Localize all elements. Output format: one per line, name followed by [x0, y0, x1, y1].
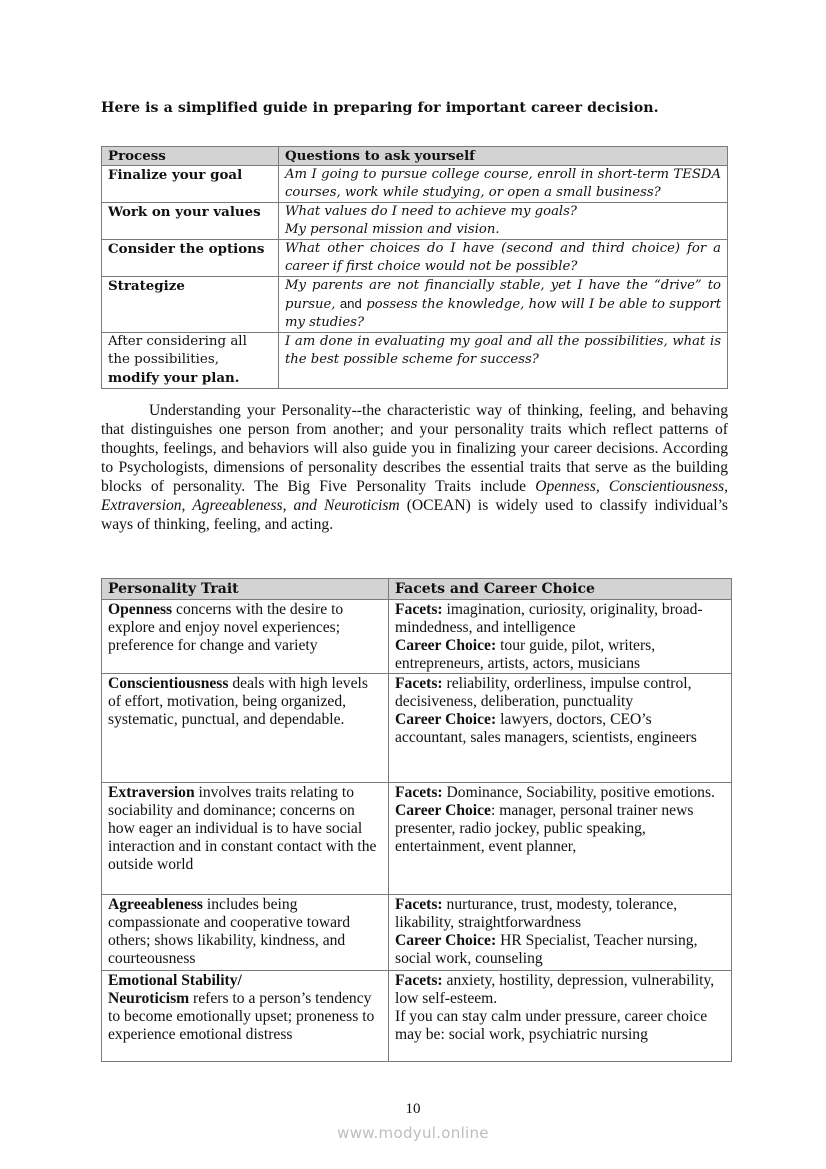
facets-text: imagination, curiosity, originality, broad-mindedness, and intelligence — [395, 601, 703, 636]
table-header-row — [102, 579, 732, 600]
table-row — [102, 971, 732, 1062]
traits-table — [101, 578, 732, 1062]
header-trait: Personality Trait — [102, 579, 389, 600]
facets-text: nurturance, trust, modesty, tolerance, likability, straightforwardness — [395, 896, 678, 931]
career-label: Career Choice: — [395, 932, 497, 949]
trait-desc: deals with high levels of effort, motivation, being organized, systematic, punctual, and dependable. — [108, 675, 368, 728]
question-cell: What other choices do I have (second and third choice) for a career if first choice would not be possible? — [279, 240, 728, 277]
career-text: tour guide, pilot, writers, entrepreneurs, artists, actors, musicians — [395, 637, 656, 672]
trait-name: Emotional Stability/ — [108, 972, 242, 989]
header-process: Process — [102, 147, 279, 166]
paragraph-text: Understanding your Personality--the characteristic way of thinking, feeling, and behaving that distinguishes one person from another; and your personality traits which reflect patterns of thoughts, feelings, and behaviors will also guide you in finalizing your career decisions. According to Psychologists, dimensions of personality describes the essential traits that serve as the building blocks of personality. The Big Five Personality Traits include — [101, 402, 728, 495]
question-text-upright: and — [339, 296, 362, 311]
facets-cell — [389, 971, 732, 1062]
table-row — [102, 600, 732, 674]
question-text: possess the knowledge, how will I be able to support my studies? — [285, 297, 721, 330]
section-heading: Here is a simplified guide in preparing for important career decision. — [101, 100, 659, 116]
table-header-row — [102, 147, 728, 166]
process-cell: Finalize your goal — [102, 166, 279, 203]
process-cell: Strategize — [102, 277, 279, 333]
facets-text: reliability, orderliness, impulse control, decisiveness, deliberation, punctuality — [395, 675, 692, 710]
facets-label: Facets: — [395, 675, 443, 692]
trait-desc: includes being compassionate and cooperative toward others; shows likability, kindness, and courteousness — [108, 896, 351, 967]
trait-desc: involves traits relating to sociability and dominance; concerns on how eager an individual is to have social interaction and in constant contact with the outside world — [108, 784, 377, 873]
career-text: lawyers, doctors, CEO’s accountant, sales managers, scientists, engineers — [395, 711, 697, 746]
trait-desc: refers to a person’s tendency to become emotionally upset; proneness to experience emotional distress — [108, 990, 375, 1043]
trait-name: Conscientiousness — [108, 675, 229, 692]
career-text: : manager, personal trainer news presenter, radio jockey, public speaking, entertainment, event planner, — [395, 802, 694, 855]
question-text: My parents are not financially stable, yet I have the “drive” to pursue, — [285, 278, 721, 312]
trait-name: Extraversion — [108, 784, 195, 801]
process-cell — [102, 333, 279, 389]
career-label: Career Choice: — [395, 637, 497, 654]
personality-paragraph — [101, 401, 728, 534]
table-row — [102, 277, 728, 333]
trait-cell — [102, 895, 389, 971]
trait-cell — [102, 783, 389, 895]
table-row — [102, 895, 732, 971]
paragraph-italic: Openness, Conscientiousness, Extraversion, Agreeableness, and Neuroticism — [101, 478, 728, 514]
process-prefix: After considering all the possibilities, — [108, 334, 247, 367]
question-cell: I am done in evaluating my goal and all the possibilities, what is the best possible scheme for success? — [279, 333, 728, 389]
career-extra: If you can stay calm under pressure, career choice may be: social work, psychiatric nursing — [395, 1008, 708, 1043]
facets-text: anxiety, hostility, depression, vulnerability, low self-esteem. — [395, 972, 715, 1007]
facets-label: Facets: — [395, 601, 443, 618]
header-facets: Facets and Career Choice — [389, 579, 732, 600]
facets-text: Dominance, Sociability, positive emotions. — [446, 784, 715, 801]
trait-name: Openness — [108, 601, 173, 618]
career-text: HR Specialist, Teacher nursing, social work, counseling — [395, 932, 698, 967]
table-row — [102, 240, 728, 277]
trait-cell — [102, 600, 389, 674]
facets-cell — [389, 600, 732, 674]
facets-label: Facets: — [395, 896, 443, 913]
facets-label: Facets: — [395, 972, 443, 989]
page-number: 10 — [405, 1101, 421, 1117]
trait-cell — [102, 971, 389, 1062]
process-bold: modify your plan. — [108, 370, 240, 386]
facets-cell — [389, 674, 732, 783]
trait-name: Neuroticism — [108, 990, 190, 1007]
question-line: My personal mission and vision. — [285, 222, 500, 237]
question-cell — [279, 277, 728, 333]
career-label: Career Choice — [395, 802, 491, 819]
question-line: What values do I need to achieve my goals? — [285, 204, 577, 219]
facets-cell — [389, 783, 732, 895]
trait-cell — [102, 674, 389, 783]
facets-label: Facets: — [395, 784, 443, 801]
process-cell: Consider the options — [102, 240, 279, 277]
table-row — [102, 333, 728, 389]
table-row — [102, 203, 728, 240]
process-table — [101, 146, 728, 389]
question-cell: Am I going to pursue college course, enroll in short-term TESDA courses, work while studying, or open a small business? — [279, 166, 728, 203]
watermark: www.modyul.online — [337, 1124, 489, 1142]
paragraph-text: (OCEAN) is widely used to classify individual’s ways of thinking, feeling, and acting. — [101, 497, 728, 533]
table-row — [102, 674, 732, 783]
facets-cell — [389, 895, 732, 971]
trait-name: Agreeableness — [108, 896, 203, 913]
career-label: Career Choice: — [395, 711, 497, 728]
trait-desc: concerns with the desire to explore and enjoy novel experiences; preference for change and variety — [108, 601, 344, 654]
process-cell: Work on your values — [102, 203, 279, 240]
question-cell — [279, 203, 728, 240]
header-questions: Questions to ask yourself — [279, 147, 728, 166]
table-row — [102, 166, 728, 203]
table-row — [102, 783, 732, 895]
